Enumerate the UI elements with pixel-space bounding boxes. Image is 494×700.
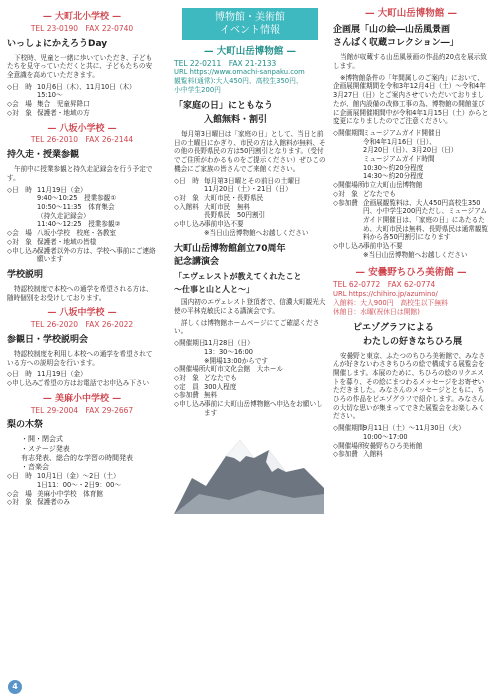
detail-value: 事前に大町山岳博物館へ申込をお願いします	[204, 400, 323, 417]
detail-value: 11月28日（日）	[204, 339, 254, 348]
detail-value: 11:40～12:25 授業参観②	[37, 220, 121, 229]
detail-value: 15:10～	[37, 91, 63, 100]
detail-row	[333, 138, 489, 147]
detail-value: 1日11：00～・2日9：00～	[37, 480, 121, 489]
detail-value: 保護者・地域の方	[37, 108, 90, 117]
detail-row	[333, 181, 489, 190]
detail-value: 大町市文化会館 大ホール	[204, 365, 283, 374]
detail-label	[7, 91, 37, 100]
detail-label	[333, 155, 363, 164]
program-item: ・開・閉会式	[21, 435, 63, 444]
detail-label: ◇会 場	[7, 489, 32, 498]
event-description: 下校時、児童と一緒に歩いていただき、子どもたちを見守っていただくと共に、子どもたちの安全意識を高めていただきます。	[7, 53, 153, 80]
detail-value: 保護者・地域の皆様	[37, 237, 97, 246]
detail-row	[333, 155, 489, 164]
detail-label: ◇開催場所	[333, 441, 365, 450]
detail-value: 無料	[204, 391, 218, 400]
detail-label: ◇参加費	[333, 450, 358, 459]
detail-label: ◇開催場所	[333, 181, 365, 190]
detail-value: 300人程度	[204, 382, 237, 391]
event-details	[174, 177, 326, 238]
event-title: 参観日・学校説明会	[7, 334, 89, 345]
detail-value: 9:40～10:25 授業参観①	[37, 194, 117, 203]
detail-row	[333, 424, 489, 433]
detail-row	[174, 211, 326, 220]
detail-row	[7, 100, 157, 109]
exhibit-notice: ※博物館条件の「年間属しのご案内」において、企画展開催期間を令和3年12月4日（土）～令和4年3月27日（日）とご案内させていただいておりましたが、館内設備の改修工事の為、博物館の開館並びに企画展開催期間中が令和4年1月15日（土）からと変更になりましたのでご注意ください。	[333, 73, 489, 126]
page-number: 4	[8, 680, 22, 694]
detail-label	[7, 203, 37, 212]
detail-label	[333, 138, 363, 147]
detail-row	[7, 220, 157, 229]
detail-label	[333, 251, 363, 260]
detail-row	[333, 146, 489, 155]
event-description: 国内初のエヴェレスト登頂者で、信濃大町観光大使の平林克敏氏による講演会です。	[174, 298, 326, 316]
detail-row	[333, 242, 489, 251]
detail-label	[7, 481, 37, 490]
section-heading: — 大町北小学校 —	[42, 12, 122, 22]
contact-tel: TEL 23-0190 FAX 22-0740	[30, 23, 134, 33]
detail-value: 保護者のみ	[37, 498, 70, 507]
detail-row	[7, 472, 157, 481]
exhibit-subtitle: わたしの好きなちひろ展	[363, 336, 463, 347]
contact-tel: TEL 26-2010 FAX 26-2144	[30, 135, 134, 145]
detail-label	[7, 220, 37, 229]
exhibit-subtitle: さんぱく収蔵コレクション―」	[333, 38, 459, 49]
detail-label	[174, 185, 204, 194]
detail-row	[174, 185, 326, 194]
banner-line-1: 博物館・美術館	[215, 12, 285, 23]
detail-value: 毎月第3日曜とその前日の土曜日	[204, 176, 301, 185]
detail-row	[7, 91, 157, 100]
section-heading: — 八坂中学校 —	[47, 308, 117, 319]
detail-value: 事前申込不要	[204, 220, 244, 229]
event-title: 梨の木祭	[7, 420, 44, 431]
detail-value: 令和4年1月16日（日）、	[363, 137, 436, 146]
banner-line-2: イベント情報	[220, 25, 280, 36]
detail-value: 10月1日（金）～2日（土）	[37, 472, 120, 481]
detail-value: 11月19日（金）	[37, 370, 87, 379]
detail-value: 11月20日（土）・21日（日）	[204, 185, 292, 194]
event-subtitle: 入館無料・割引	[204, 115, 268, 126]
detail-row	[174, 229, 326, 238]
detail-row	[174, 400, 326, 417]
closed-days: 休館日：水曜(祝休日は開館)	[333, 307, 420, 316]
detail-row	[7, 247, 157, 264]
detail-value: 2月20日（日）、3月20日（日）	[363, 146, 458, 155]
yasaka-junior-high-section	[7, 308, 157, 387]
detail-value: ご希望の方はお電話でお申込み下さい	[37, 378, 150, 387]
detail-row	[174, 365, 326, 374]
detail-label: ◇日 時	[7, 82, 32, 91]
event-title: いっしょにかえろうDay	[7, 38, 108, 49]
detail-value: 大町市民・長野県民	[204, 194, 264, 202]
detail-row	[333, 129, 489, 138]
detail-value: 八坂小学校 校庭・各教室	[37, 229, 117, 238]
detail-label: ◇対 象	[333, 189, 358, 198]
exhibit-title: 企画展「山の絵―山岳風景画	[333, 24, 451, 35]
detail-row	[333, 190, 489, 199]
event-note: 詳しくは博物館ホームページにてご確認ください。	[174, 318, 320, 336]
program-item: ・ステージ発表	[21, 444, 70, 453]
event-title: 大町山岳博物館創立70周年	[174, 243, 286, 254]
detail-value: 美麻小中学校 体育館	[37, 489, 103, 498]
detail-value: 長野県民 50円割引	[204, 211, 266, 220]
detail-row	[333, 433, 489, 442]
exhibit-details	[333, 424, 489, 459]
contact-tel: TEL 26-2020 FAX 26-2022	[30, 320, 134, 330]
detail-value: 企画展観覧料は、大人450円高校生350円、小中学生200円ただし、ミュージアムガイド開催日は、「家庭の日」にあたるため、大町市民は無料、長野県民は通常観覧料から各50円割引になります	[363, 198, 489, 242]
detail-value: 市立大町山岳博物館	[363, 181, 423, 190]
exhibit-title: ピエゾグラフによる	[353, 322, 434, 333]
mountain-illustration	[174, 428, 324, 514]
detail-value: （持久走記録会）	[37, 211, 90, 220]
museum-events-column-2	[333, 8, 489, 459]
detail-label: ◇入館料	[174, 202, 199, 211]
detail-value: 集合 児童昇降口	[37, 100, 90, 109]
detail-row	[174, 374, 326, 383]
museum-heading: — 大町山岳博物館 —	[203, 46, 297, 57]
detail-label: ◇対 象	[174, 373, 199, 382]
detail-label	[174, 211, 204, 220]
fee-line: 入館料：大人900円 高校生以下無料	[333, 298, 448, 307]
detail-value: どなたでも	[204, 373, 237, 382]
detail-label: ◇対 象	[7, 498, 32, 507]
exhibit-description: 当館が収蔵する山岳風景画の作品約20点を展示致します。	[333, 53, 487, 70]
detail-label: ◇日 時	[7, 472, 32, 481]
detail-value: 10:00～17:00	[363, 432, 408, 441]
detail-label	[7, 194, 37, 203]
detail-label: ◇対 象	[7, 108, 32, 117]
detail-label: ◇参加費	[174, 391, 199, 400]
detail-row	[7, 498, 157, 507]
detail-label	[174, 357, 204, 366]
detail-value: 10:30～約20分程度	[363, 163, 424, 172]
detail-label: ◇定 員	[174, 382, 199, 391]
museum-url[interactable]: URL https://chihiro.jp/azumino/	[333, 289, 438, 298]
detail-row	[333, 450, 489, 459]
detail-row	[7, 109, 157, 118]
program-item: 有志発表、総合的な学習の時間発表	[21, 453, 133, 462]
detail-label	[174, 348, 204, 357]
detail-row	[174, 220, 326, 229]
event-details	[7, 370, 157, 387]
event-title: 持久走・授業参観	[7, 150, 80, 161]
detail-row	[7, 83, 157, 92]
detail-row	[174, 339, 326, 348]
detail-label: ◇開催期日	[174, 339, 206, 348]
detail-label	[333, 164, 363, 173]
detail-value: 13：30～16:00	[204, 347, 253, 356]
detail-value: 保護者以外の方は、学校へ事前にご連絡願います	[37, 246, 156, 264]
event-title: 「家庭の日」にともなう	[174, 101, 274, 112]
detail-label: ◇申し込み	[7, 378, 39, 387]
section-heading: — 八坂小学校 —	[47, 123, 117, 134]
detail-label: ◇開催期間	[333, 424, 365, 433]
detail-row	[7, 186, 157, 195]
contact-tel: TEL 29-2004 FAX 29-2667	[30, 405, 134, 415]
miasa-school-section	[7, 394, 157, 507]
detail-label: ◇日 時	[7, 185, 32, 194]
detail-value: ※当日山岳博物館へお越しください	[363, 250, 468, 259]
event-details	[7, 472, 157, 507]
event-description: 毎月第3日曜日は「家庭の日」として、当日と前日の土曜日にかぎり、市民の方は入館料が無料、その他の長野県民の方は50円割引となります。（受付でご住所がわかるものをご提示ください）ぜひこの機会にご家族の皆さんでご来館ください。	[174, 130, 326, 173]
detail-row	[174, 391, 326, 400]
detail-row	[174, 348, 326, 357]
event-subtitle: 記念講演会	[174, 257, 220, 268]
detail-label: ◇申し込み	[333, 242, 365, 251]
detail-value: 10:50～11:35 体育集会	[37, 203, 115, 212]
museum-heading: — 安曇野ちひろ美術館 —	[355, 267, 467, 279]
detail-label: ◇日 時	[174, 176, 199, 185]
exhibit-details	[333, 129, 489, 260]
detail-value: 大町市民 無料	[204, 202, 251, 211]
detail-row	[7, 194, 157, 203]
detail-row	[333, 172, 489, 181]
detail-label: ◇対 象	[174, 194, 199, 202]
museum-events-column	[174, 8, 326, 517]
detail-label: ◇開催場所	[174, 365, 206, 374]
detail-row	[7, 379, 157, 388]
detail-value: 入館料	[363, 450, 383, 459]
contact-tel: TEL 62-0772 FAX 62-0774	[333, 279, 436, 289]
detail-label	[174, 229, 204, 238]
detail-row	[7, 481, 157, 490]
detail-value: 安曇野ちひろ美術館	[363, 441, 423, 450]
detail-label: ◇申し込み	[174, 400, 206, 409]
detail-row	[174, 357, 326, 366]
detail-value: ミュージアムガイド時間	[363, 155, 435, 164]
detail-label	[333, 146, 363, 155]
detail-label: ◇申し込み	[7, 246, 39, 255]
detail-row	[7, 229, 157, 238]
fee-line: 観覧料(通常):大人450円、高校生350円、	[174, 77, 303, 86]
section-heading: — 美麻小中学校 —	[42, 393, 122, 404]
museum-url[interactable]: URL https://www.omachi-sanpaku.com	[174, 68, 305, 77]
event-description: 特認校制度で本校への通学を希望される方は、随時個別をお受けしております。	[7, 284, 153, 302]
event-details	[7, 83, 157, 118]
event-details	[174, 339, 326, 417]
detail-value: どなたでも	[363, 189, 396, 198]
detail-value: ※開場13:00からです	[204, 356, 269, 365]
detail-value: 10月6日（木）、11月10日（木）	[37, 82, 136, 91]
yasaka-elementary-section	[7, 124, 157, 303]
program-item: ・音楽会	[21, 463, 49, 472]
exhibit-description: 安曇野と東京、ふたつのちひろ美術館で、みなさんが好きないわさきちひろの絵で構成する展覧会を開催します。本展のために、ちひろの絵のリクエストを募り、その絵にまつわるメッセージをお寄せいただきました。みなさんのメッセージとともに、ちひろの作品をピエゾグラフで紹介します。みなさんの大切な思いが集まってできた展覧会をお楽しみください。	[333, 351, 485, 421]
detail-value: ミュージアムガイド開催日	[363, 128, 442, 137]
detail-label	[333, 172, 363, 181]
detail-row	[333, 251, 489, 260]
detail-value: 事前申込不要	[363, 242, 403, 251]
event-title: 学校説明	[7, 269, 44, 280]
detail-value: 9月11日（土）～11月30日（火）	[363, 424, 465, 433]
detail-label: ◇会 場	[7, 229, 32, 238]
detail-row	[7, 238, 157, 247]
program-list	[7, 435, 157, 472]
detail-label: ◇対 象	[7, 237, 32, 246]
detail-row	[7, 370, 157, 379]
detail-label: ◇開催期間	[333, 128, 365, 137]
contact-tel: TEL 22-0211 FAX 21-2133	[174, 58, 277, 68]
event-details	[7, 186, 157, 264]
museum-heading: — 大町山岳博物館 —	[364, 8, 458, 19]
detail-label	[333, 433, 363, 442]
detail-label	[7, 212, 37, 221]
fee-line: 小中学生200円	[174, 86, 221, 95]
event-description: 午前中に授業参観と持久走記録会を行う予定です。	[7, 165, 153, 182]
detail-row	[333, 442, 489, 451]
detail-row	[174, 194, 326, 203]
detail-label: ◇申し込み	[174, 220, 206, 229]
detail-label: ◇参加費	[333, 198, 358, 207]
detail-label: ◇日 時	[7, 370, 32, 379]
detail-value: ※当日山岳博物館へお越しください	[204, 228, 309, 237]
event-description: 特認校制度を利用し本校への通学を希望されている方への説明会を行います。	[7, 349, 153, 367]
detail-value: 11月19日（金）	[37, 185, 87, 194]
lecture-title: 「エヴェレストが教えてくれたこと	[174, 272, 302, 282]
detail-label: ◇会 場	[7, 100, 32, 109]
omachi-kita-section	[7, 12, 157, 118]
lecture-subtitle: ～仕事と山と人と～」	[174, 284, 254, 294]
school-events-column	[7, 8, 157, 513]
detail-value: 14:30～約20分程度	[363, 172, 424, 181]
detail-row	[174, 177, 326, 186]
detail-row	[7, 203, 157, 212]
detail-row	[333, 199, 489, 243]
museum-banner	[182, 8, 318, 40]
